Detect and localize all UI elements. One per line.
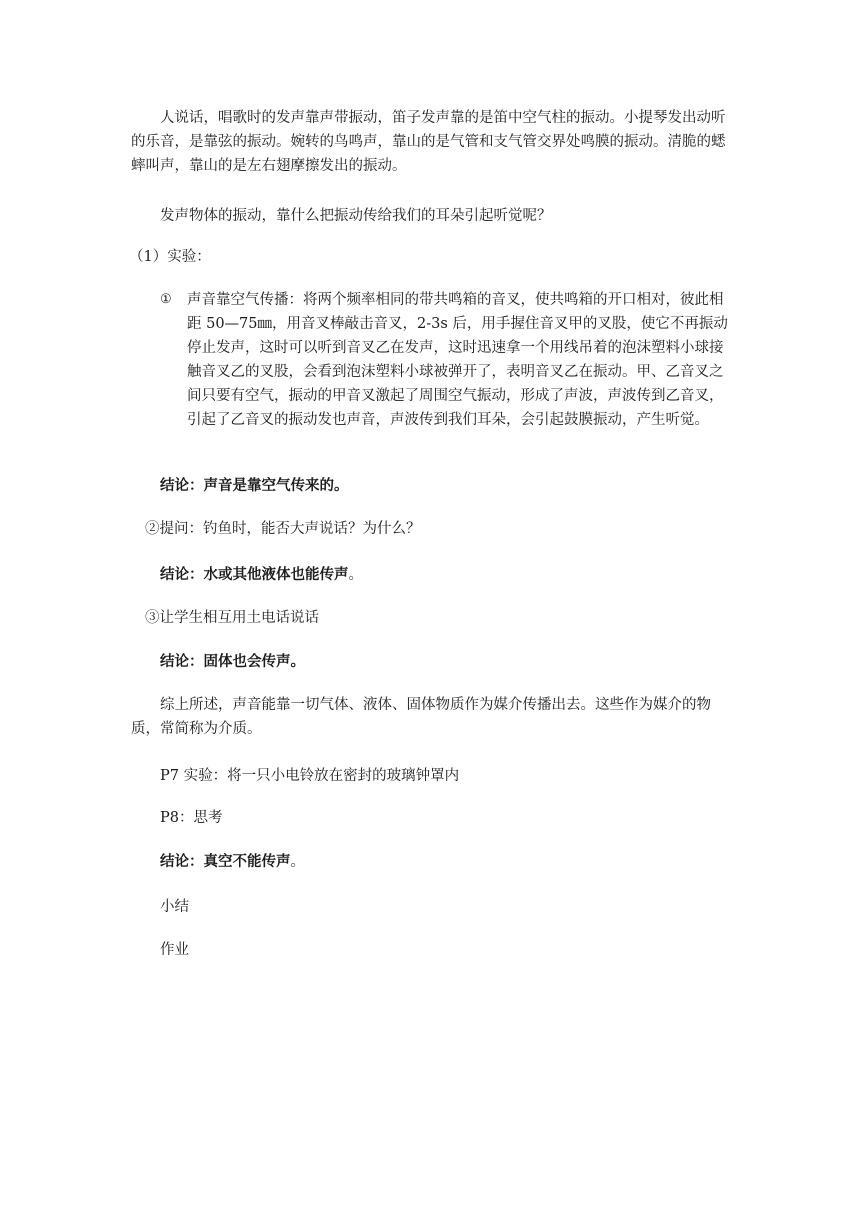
conclusion-liquid-period: 。 xyxy=(348,567,363,583)
list-item-air-experiment xyxy=(160,288,731,458)
paragraph-summary: 综上所述，声音能靠一切气体、液体、固体物质作为媒介传播出去。这些作为媒介的物质，常简称为介质。 xyxy=(131,697,711,737)
item-string-telephone: ③让学生相互用土电话说话 xyxy=(145,610,319,626)
paragraph-p8-think: P8：思考 xyxy=(160,810,223,826)
section-label-experiment: （1）实验： xyxy=(129,249,211,265)
conclusion-air: 结论：声音是靠空气传来的。 xyxy=(160,477,349,494)
paragraph-p7-experiment: P7 实验：将一只小电铃放在密封的玻璃钟罩内 xyxy=(160,768,460,784)
list-marker-1: ① xyxy=(160,292,172,307)
conclusion-vacuum-text: 结论：真空不能传声 xyxy=(160,853,291,870)
question-fishing: ②提问：钓鱼时，能否大声说话？为什么？ xyxy=(145,521,421,537)
list-item-text-1: 声音靠空气传播：将两个频率相同的带共鸣箱的音叉，使共鸣箱的开口相对，彼此相距 50—75㎜，用音叉棒敲击音叉，2-3s 后，用手握住音叉甲的叉股，使它不再振动停止发声，这时可以听到音叉乙在发声，这时迅速拿一个用线吊着的泡沫塑料小球接触音叉乙的叉股，会看到泡沫塑料小球被弹开了，表明音叉乙在振动。甲、乙音叉之间只要有空气，振动的甲音叉激起了周围空气振动，形成了声波，声波传到乙音叉，引起了乙音叉的振动发也声音，声波传到我们耳朵，会引起鼓膜振动，产生听觉。 xyxy=(187,292,728,428)
heading-summary: 小结 xyxy=(160,899,189,915)
paragraph-vibration-sources: 人说话，唱歌时的发声靠声带振动，笛子发声靠的是笛中空气柱的振动。小提琴发出动听的乐音，是靠弦的振动。婉转的鸟鸣声，靠山的是气管和支气管交界处鸣膜的振动。清脆的蟋蟀叫声，靠山的是左右翅摩擦发出的振动。 xyxy=(131,110,726,174)
conclusion-liquid xyxy=(160,563,731,587)
conclusion-vacuum xyxy=(160,850,731,874)
paragraph-question: 发声物体的振动，靠什么把振动传给我们的耳朵引起听觉呢？ xyxy=(160,208,552,224)
conclusion-liquid-text: 结论：水或其他液体也能传声 xyxy=(160,566,349,583)
heading-homework: 作业 xyxy=(160,942,189,958)
conclusion-vacuum-period: 。 xyxy=(290,854,305,870)
conclusion-solid: 结论：固体也会传声。 xyxy=(160,653,305,670)
